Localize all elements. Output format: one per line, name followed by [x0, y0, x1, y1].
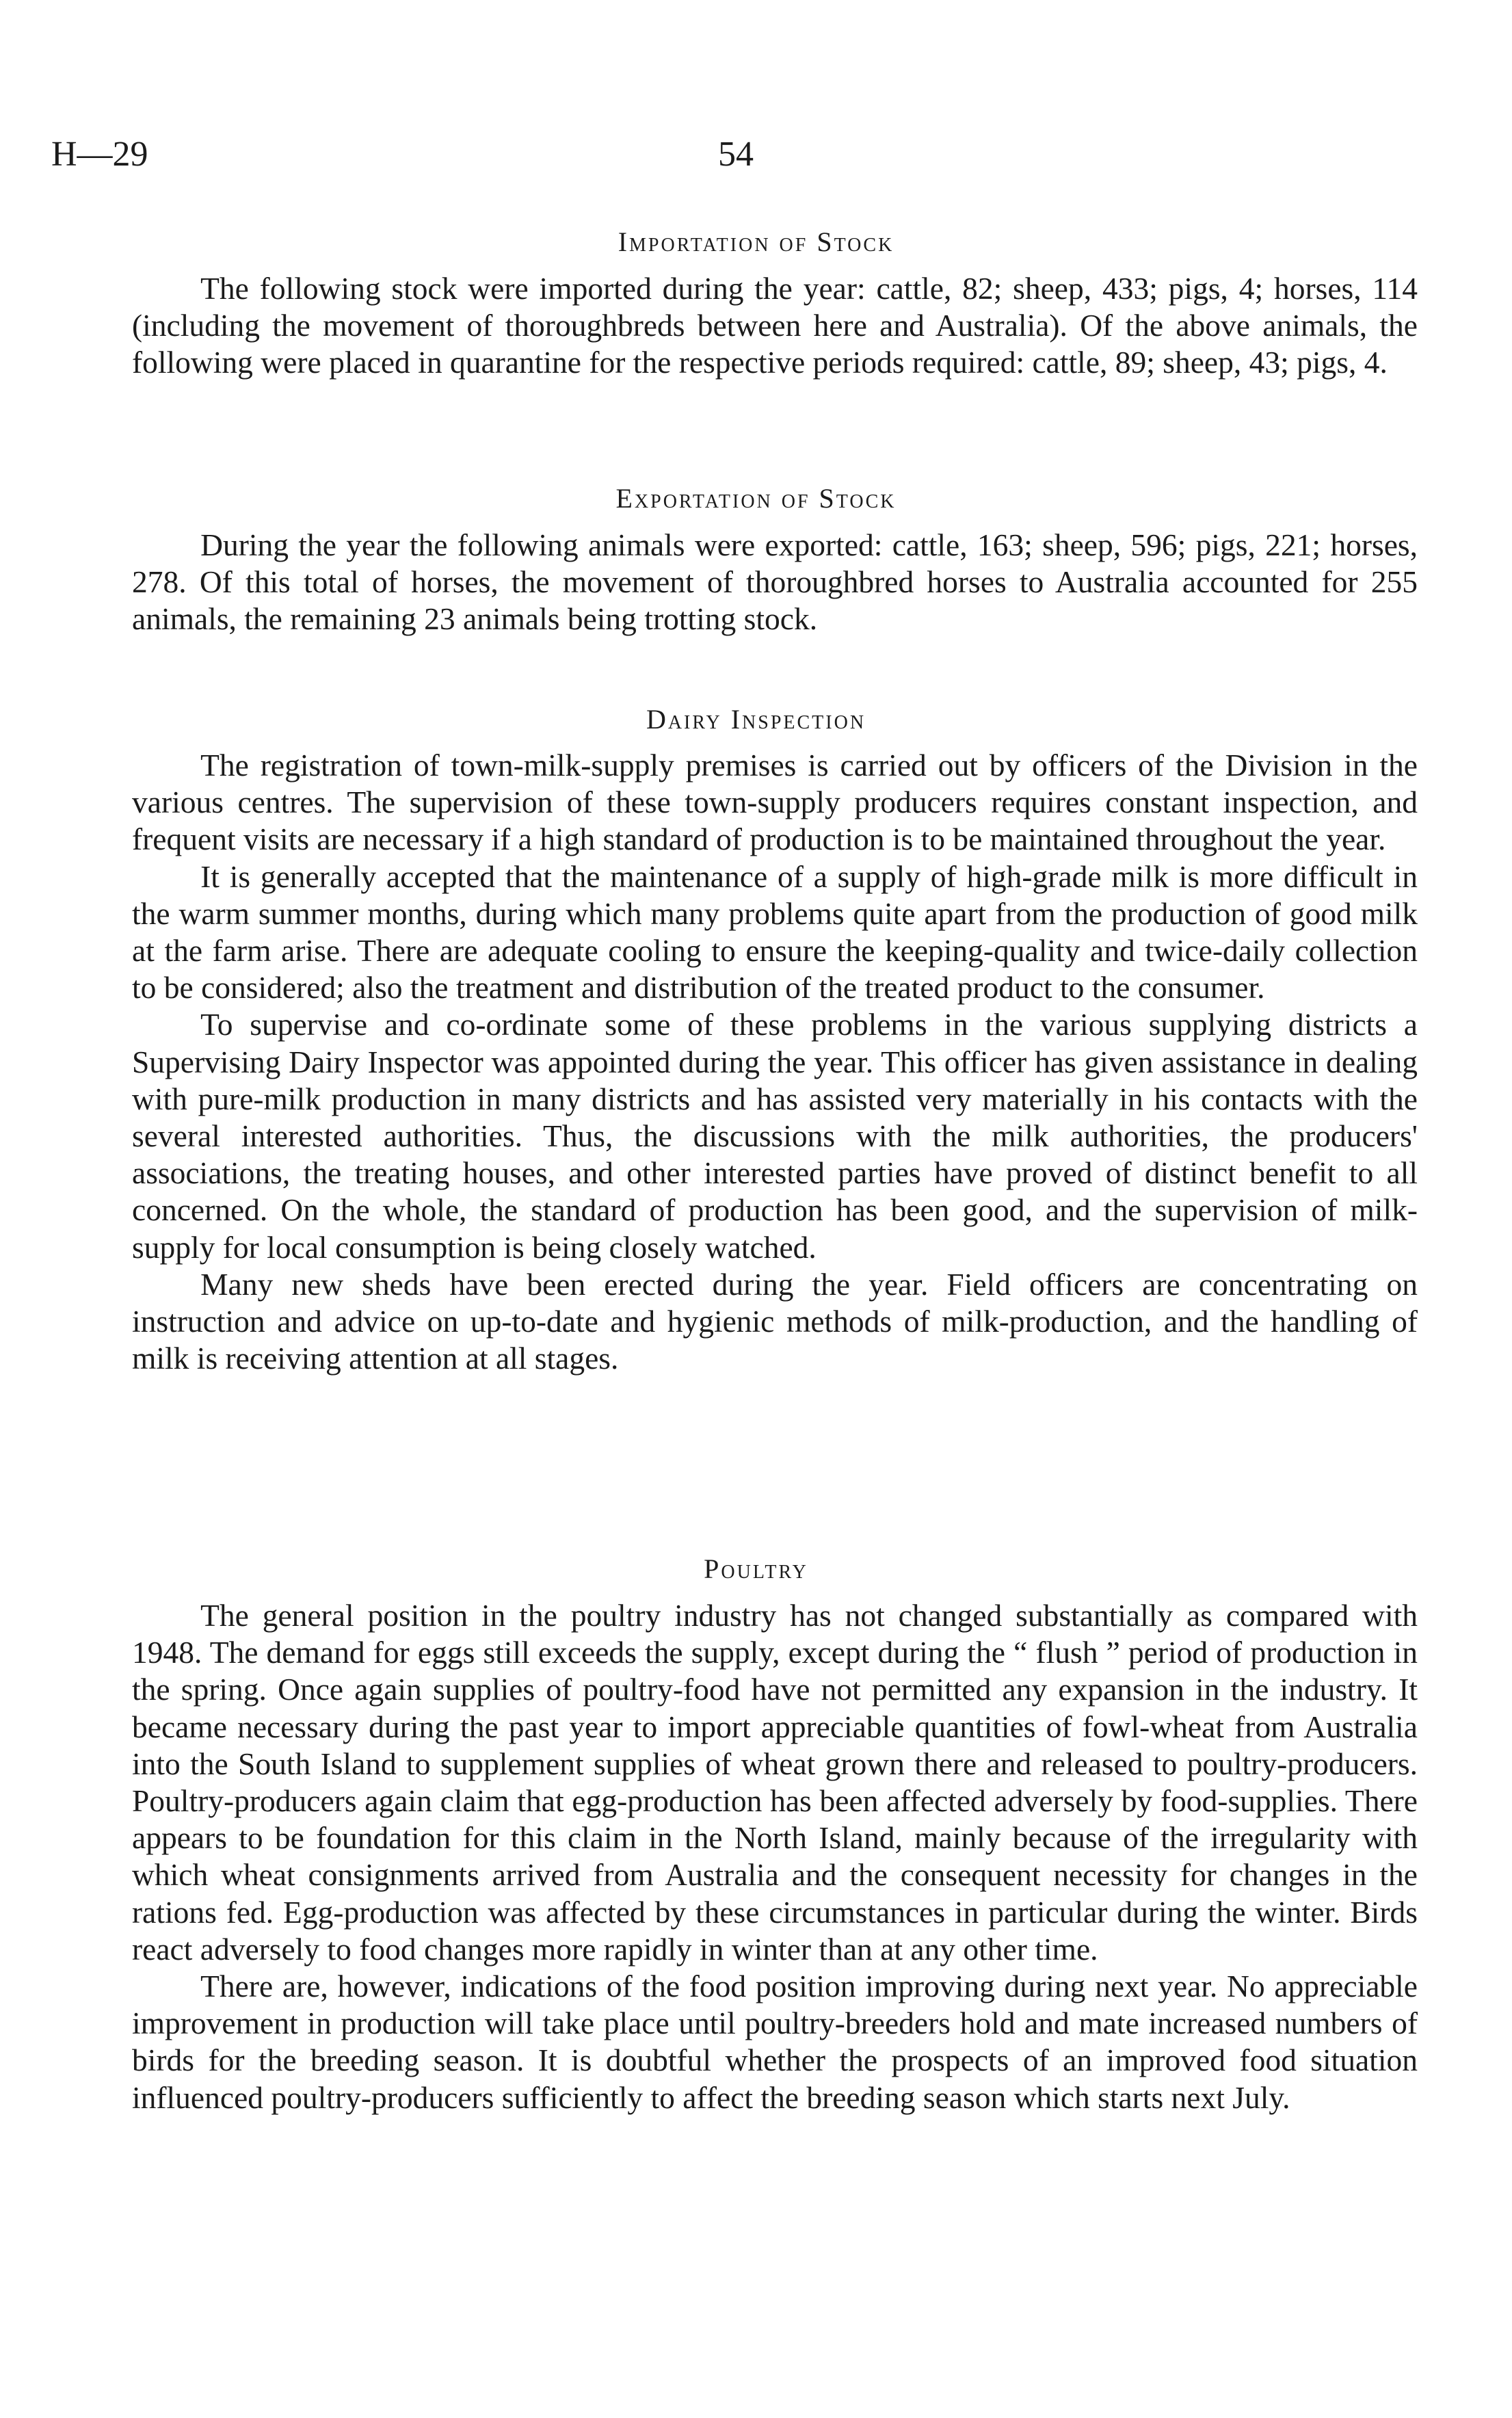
- heading-dairy-inspection: Dairy Inspection: [646, 704, 866, 735]
- paragraph: There are, however, indications of the food position improving during next year. No appreciable improvement in production will take place until poultry-breeders hold and mate increased numbers of birds for the breeding season. It is doubtful whether the prospects of an improved food situation influenced poultry-producers sufficiently to affect the breeding season which starts next July.: [132, 1969, 1418, 2115]
- section-dairy-inspection: [132, 747, 1418, 1377]
- page-number: 54: [718, 135, 754, 174]
- section-poultry: [132, 1597, 1418, 2116]
- section-exportation-of-stock: [132, 527, 1418, 638]
- section-importation-of-stock: [132, 270, 1418, 382]
- heading-exportation-of-stock: Exportation of Stock: [615, 483, 897, 514]
- heading-importation-of-stock: Importation of Stock: [618, 226, 894, 257]
- paragraph: The following stock were imported during the year: cattle, 82; sheep, 433; pigs, 4; horses, 114 (including the movement of thoroughbreds between here and Australia). Of the above animals, the following were placed in quarantine for the respective periods required: cattle, 89; sheep, 43; pigs, 4.: [132, 271, 1418, 380]
- paragraph: The general position in the poultry industry has not changed substantially as compared with 1948. The demand for eggs still exceeds the supply, except during the “ flush ” period of production in the spring. Once again supplies of poultry-food have not permitted any expansion in the industry. It became necessary during the past year to import appreciable quantities of fowl-wheat from Australia into the South Island to supplement supplies of wheat grown there and released to poultry-producers. Poultry-producers again claim that egg-production has been affected adversely by food-supplies. There appears to be foundation for this claim in the North Island, mainly because of the irregularity with which wheat consignments arrived from Australia and the consequent necessity for changes in the rations fed. Egg-production was affected by these circumstances in particular during the winter. Birds react adversely to food changes more rapidly in winter than at any other time.: [132, 1598, 1418, 1967]
- paragraph: During the year the following animals were exported: cattle, 163; sheep, 596; pigs, 221; horses, 278. Of this total of horses, the movement of thoroughbred horses to Australia accounted for 255 animals, the remaining 23 animals being trotting stock.: [132, 527, 1418, 637]
- document-reference: H—29: [51, 135, 148, 174]
- heading-poultry: Poultry: [704, 1553, 808, 1584]
- paragraph: The registration of town-milk-supply premises is carried out by officers of the Division in the various centres. The supervision of these town-supply producers requires constant inspection, and frequent visits are necessary if a high standard of production is to be maintained throughout the year.: [132, 748, 1418, 857]
- paragraph: Many new sheds have been erected during the year. Field officers are concentrating on instruction and advice on up-to-date and hygienic methods of milk-production, and the handling of milk is receiving attention at all stages.: [132, 1266, 1418, 1376]
- paragraph: It is generally accepted that the maintenance of a supply of high-grade milk is more difficult in the warm summer months, during which many problems quite apart from the production of good milk at the farm arise. There are adequate cooling to ensure the keeping-quality and twice-daily collection to be considered; also the treatment and distribution of the treated product to the consumer.: [132, 858, 1418, 1006]
- paragraph: To supervise and co-ordinate some of these problems in the various supplying districts a Supervising Dairy Inspector was appointed during the year. This officer has given assistance in dealing with pure-milk production in many districts and has assisted very materially in his contacts with the several interested authorities. Thus, the discussions with the milk authorities, the producers' associations, the treating houses, and other interested parties have proved of distinct benefit to all concerned. On the whole, the standard of production has been good, and the supervision of milk-supply for local consumption is being closely watched.: [132, 1007, 1418, 1265]
